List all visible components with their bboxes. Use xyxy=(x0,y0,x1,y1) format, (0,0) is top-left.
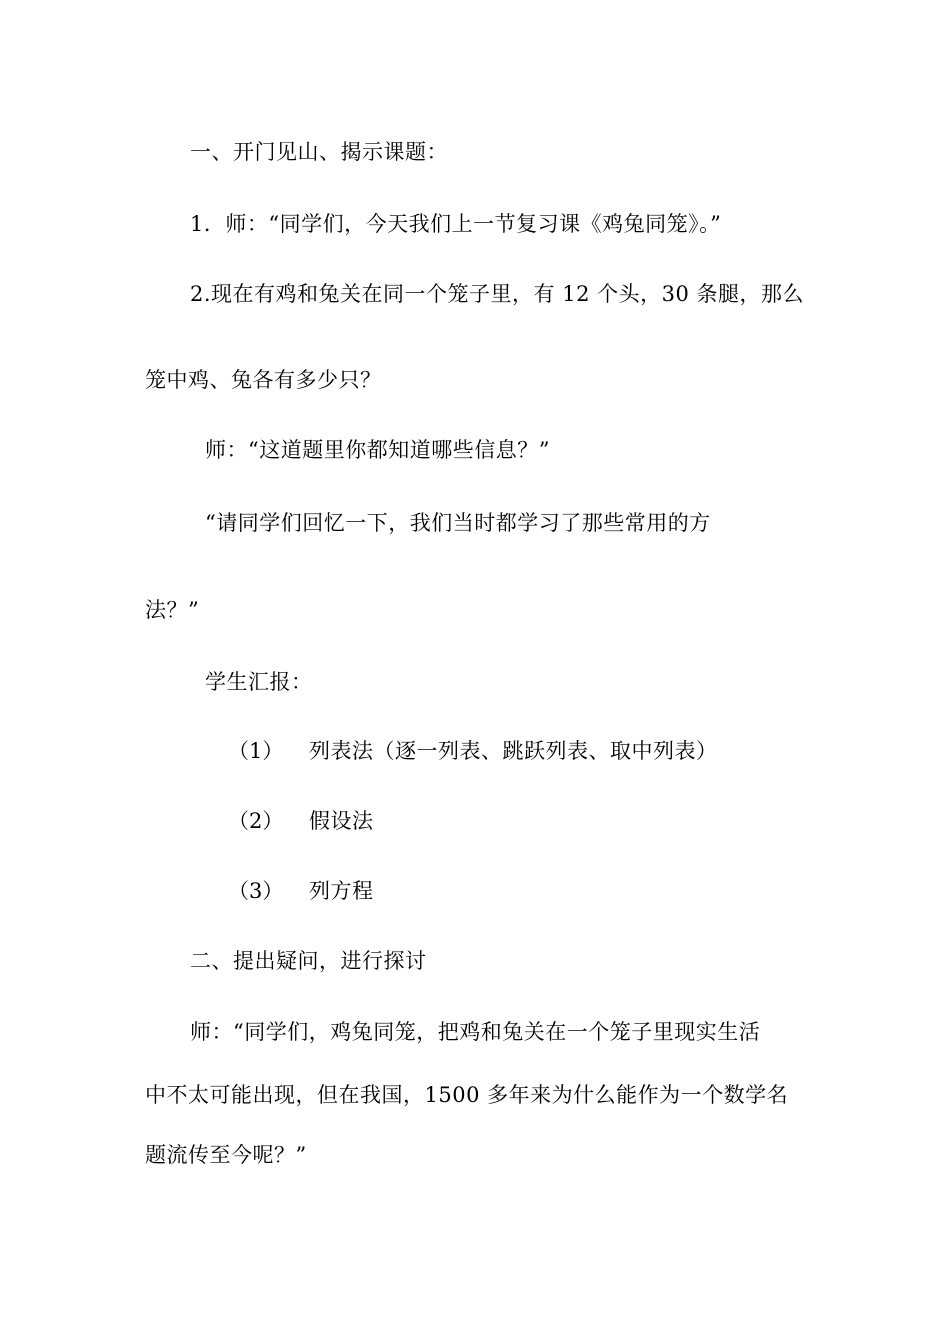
teacher-question-3-line-2: 中不太可能出现，但在我国，1500 多年来为什么能作为一个数学名 xyxy=(145,1083,789,1107)
item-2-line-2: 笼中鸡、兔各有多少只？ xyxy=(145,368,382,392)
teacher-question-1: 师：“这道题里你都知道哪些信息？” xyxy=(205,438,550,462)
teacher-question-2-line-1: “请同学们回忆一下，我们当时都学习了那些常用的方 xyxy=(205,511,711,535)
teacher-question-3-line-1: 师：“同学们，鸡兔同笼，把鸡和兔关在一个笼子里现实生活 xyxy=(190,1020,761,1044)
item-1: 1．师：“同学们，今天我们上一节复习课《鸡兔同笼》。” xyxy=(190,212,722,236)
method-3-text: 列方程 xyxy=(309,879,374,903)
method-2-text: 假设法 xyxy=(309,809,374,833)
method-2-number: （2） xyxy=(228,809,284,833)
item-2-line-1: 2.现在有鸡和兔关在同一个笼子里，有 12 个头，30 条腿，那么 xyxy=(190,282,805,306)
method-3-number: （3） xyxy=(228,879,284,903)
teacher-question-2-line-2: 法？” xyxy=(145,598,200,622)
teacher-question-3-line-3: 题流传至今呢？” xyxy=(145,1143,307,1167)
student-report-label: 学生汇报： xyxy=(205,670,313,694)
section1-heading: 一、开门见山、揭示课题： xyxy=(190,140,448,164)
method-1-number: （1） xyxy=(228,739,284,763)
method-1-text: 列表法（逐一列表、跳跃列表、取中列表） xyxy=(309,739,718,763)
section2-heading: 二、提出疑问，进行探讨 xyxy=(190,949,427,973)
